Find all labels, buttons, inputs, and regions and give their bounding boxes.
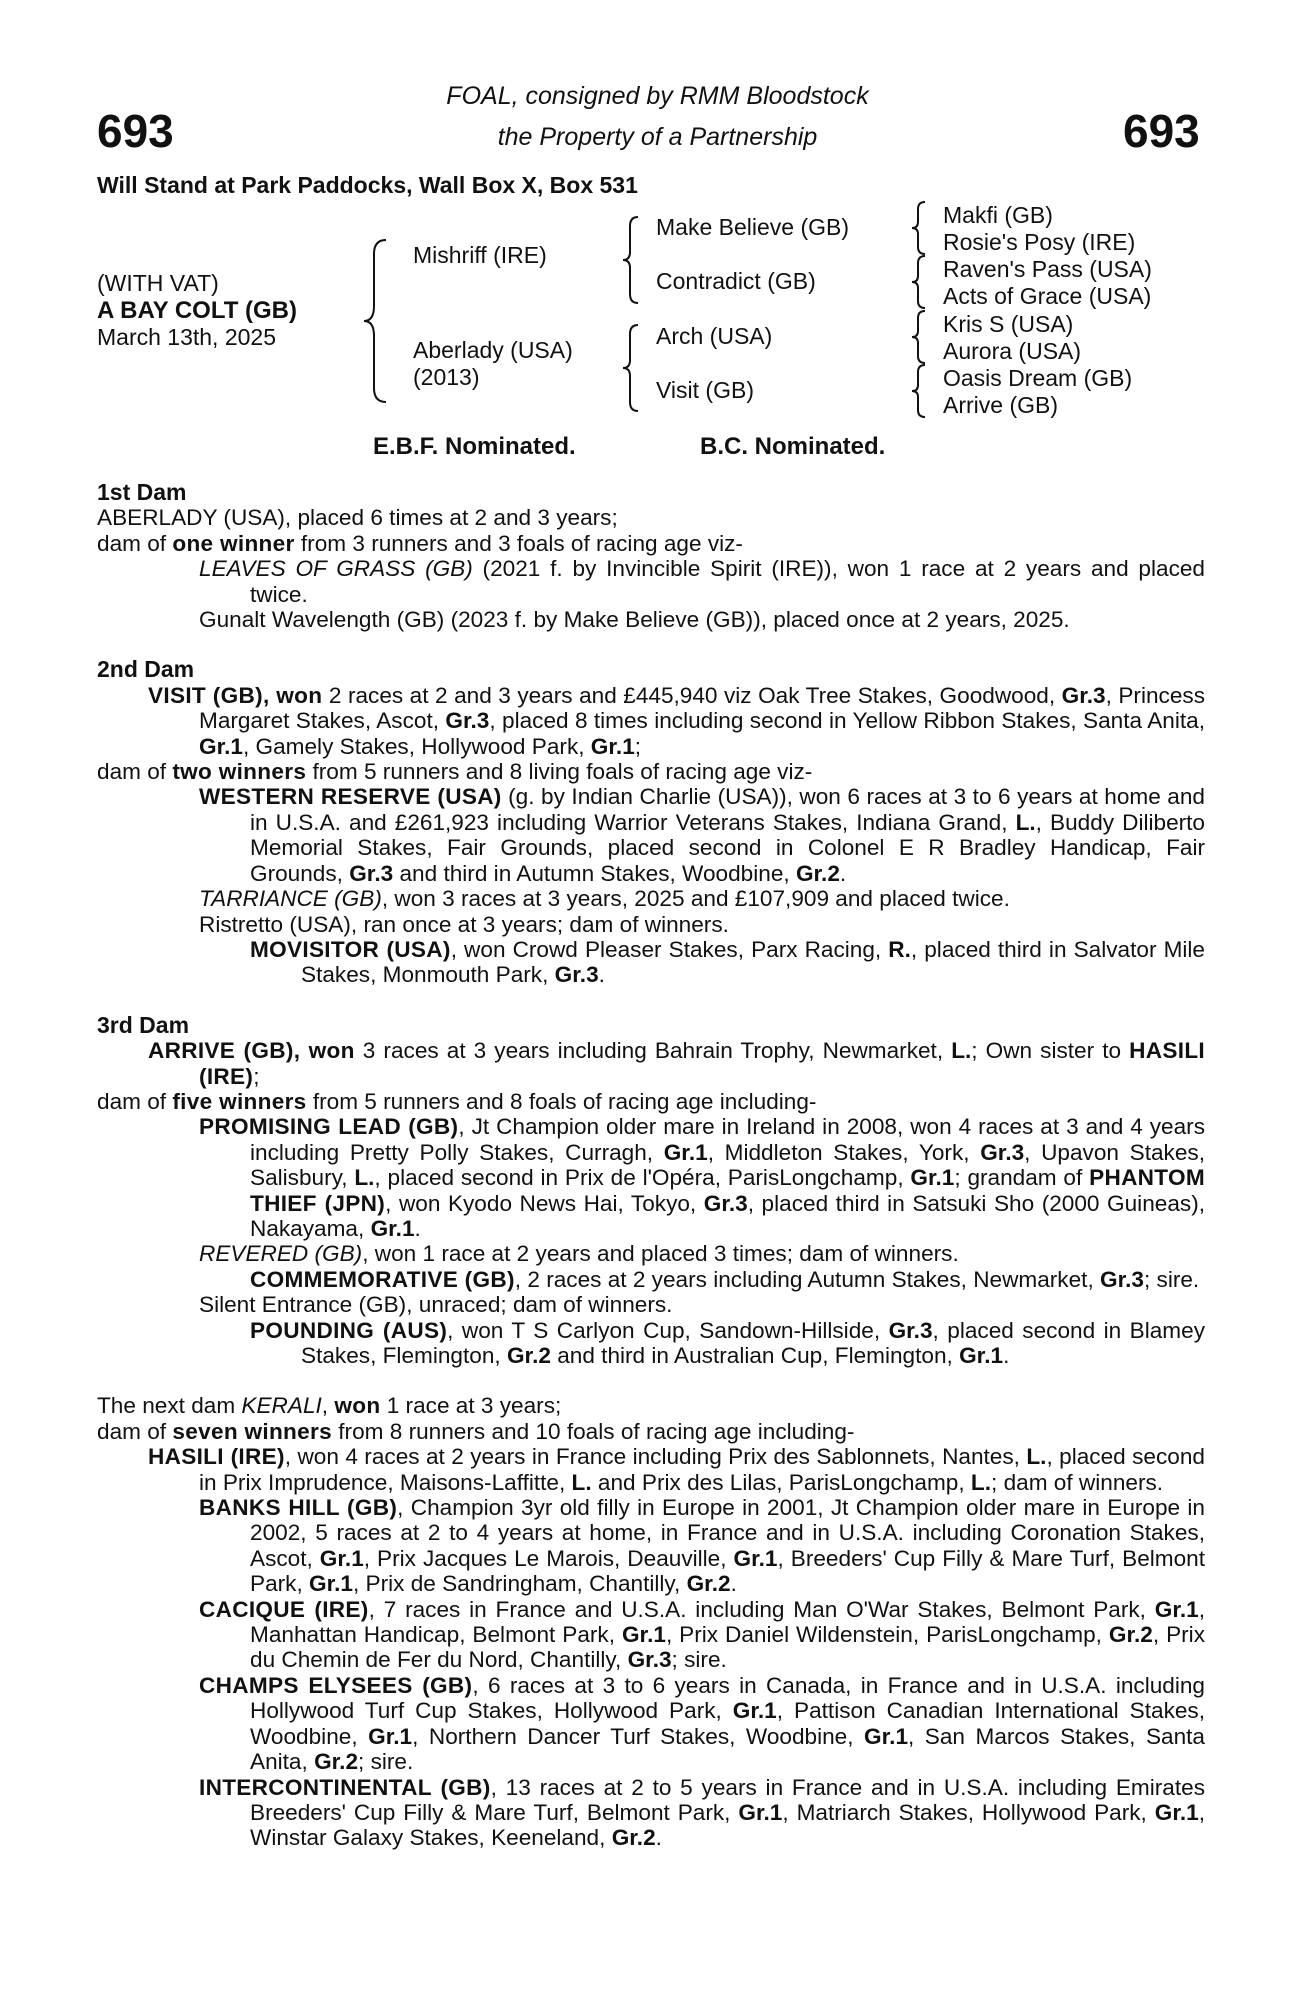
second-dam-visit: VISIT (GB), won 2 races at 2 and 3 years and £445,940 viz Oak Tree Stakes, Goodwood, Gr.3, Princess Margaret Stakes, Ascot, Gr.3, placed 8 times including second in Yellow Ribbon Stakes, Santa Anita, Gr.1, Gamely Stakes, Hollywood Park, Gr.1;: [148, 682, 1205, 759]
grandsire-arch: Arch (USA): [656, 323, 773, 349]
produce-hasili: HASILI (IRE), won 4 races at 2 years in France including Prix des Sablonnets, Nantes, L., placed second in Prix Imprudence, Maisons-Laffitte, L. and Prix des Lilas, ParisLongchamp, L.; dam of winners.: [148, 1444, 1205, 1495]
produce-banks-hill: BANKS HILL (GB), Champion 3yr old filly in Europe in 2001, Jt Champion older mare in Europe in 2002, 5 races at 2 to 4 years at home, in France and in U.S.A. including Coronation Stakes, Ascot, Gr.1, Prix Jacques Le Marois, Deauville, Gr.1, Breeders' Cup Filly & Mare Turf, Belmont Park, Gr.1, Prix de Sandringham, Chantilly, Gr.2.: [199, 1495, 1206, 1597]
brace-kris-s: [909, 309, 929, 365]
foaling-date: March 13th, 2025: [97, 324, 277, 350]
ggs-oasis-dream: Oasis Dream (GB): [943, 365, 1133, 391]
produce-cacique: CACIQUE (IRE), 7 races in France and U.S.A. including Man O'War Stakes, Belmont Park, Gr.1, Manhattan Handicap, Belmont Park, Gr.1, Prix Daniel Wildenstein, ParisLongchamp, Gr.2, Prix du Chemin de Fer du Nord, Chantilly, Gr.3; sire.: [199, 1596, 1206, 1673]
produce-commemorative: COMMEMORATIVE (GB), 2 races at 2 years including Autumn Stakes, Newmarket, Gr.3; sire.: [250, 1266, 1200, 1292]
ebf-nominated: E.B.F. Nominated.: [373, 433, 576, 460]
catalogue-body: [97, 480, 1205, 1851]
ggs-acts-of-grace: Acts of Grace (USA): [943, 283, 1152, 309]
ggs-makfi: Makfi (GB): [943, 202, 1053, 228]
brace-oasis-dream: [909, 363, 929, 419]
brace-ravens-pass: [909, 254, 929, 310]
produce-revered: REVERED (GB), won 1 race at 2 years and placed 3 times; dam of winners.: [199, 1241, 959, 1267]
produce-promising-lead: PROMISING LEAD (GB), Jt Champion older mare in Ireland in 2008, won 4 races at 3 and 4 years including Pretty Polly Stakes, Curragh, Gr.1, Middleton Stakes, York, Gr.3, Upavon Stakes, Salisbury, L., placed second in Prix de l'Opéra, ParisLongchamp, Gr.1; grandam of PHANTOM THIEF (JPN), won Kyodo News Hai, Tokyo, Gr.3, placed third in Satsuki Sho (2000 Guineas), Nakayama, Gr.1.: [199, 1114, 1206, 1241]
produce-gunalt-wavelength: Gunalt Wavelength (GB) (2023 f. by Make Believe (GB)), placed once at 2 years, 2025.: [199, 607, 1070, 633]
ggs-kris-s: Kris S (USA): [943, 311, 1074, 337]
produce-ristretto: Ristretto (USA), ran once at 3 years; dam of winners.: [199, 911, 729, 937]
pedigree-brace-main: [360, 236, 390, 406]
next-dam-intro: The next dam KERALI, won 1 race at 3 years;: [97, 1393, 562, 1419]
brace-makfi: [909, 200, 929, 256]
third-dam-arrive: ARRIVE (GB), won 3 races at 3 years including Bahrain Trophy, Newmarket, L.; Own sister to HASILI (IRE);: [148, 1038, 1205, 1089]
property-line: the Property of a Partnership: [497, 123, 818, 151]
second-dam-produce-summary: dam of two winners from 5 runners and 8 living foals of racing age viz-: [97, 759, 813, 785]
produce-tarriance: TARRIANCE (GB), won 3 races at 3 years, 2025 and £107,909 and placed twice.: [199, 886, 1010, 912]
first-dam-produce-summary: dam of one winner from 3 runners and 3 foals of racing age viz-: [97, 530, 743, 556]
ggs-aurora: Aurora (USA): [943, 338, 1082, 364]
second-dam-heading: 2nd Dam: [97, 656, 195, 683]
bc-nominated: B.C. Nominated.: [700, 433, 886, 460]
first-dam-intro: ABERLADY (USA), placed 6 times at 2 and 3 years;: [97, 505, 618, 531]
produce-western-reserve: WESTERN RESERVE (USA) (g. by Indian Charlie (USA)), won 6 races at 3 to 6 years at home and in U.S.A. and £261,923 including Warrior Veterans Stakes, Indiana Grand, L., Buddy Diliberto Memorial Stakes, Fair Grounds, placed second in Colonel E R Bradley Handicap, Fair Grounds, Gr.3 and third in Autumn Stakes, Woodbine, Gr.2.: [199, 784, 1205, 886]
produce-intercontinental: INTERCONTINENTAL (GB), 13 races at 2 to 5 years in France and in U.S.A. including Emirates Breeders' Cup Filly & Mare Turf, Belmont Park, Gr.1, Matriarch Stakes, Hollywood Park, Gr.1, Winstar Galaxy Stakes, Keeneland, Gr.2.: [199, 1774, 1205, 1851]
lot-number-right: 693: [1123, 105, 1200, 157]
next-dam-produce-summary: dam of seven winners from 8 runners and 10 foals of racing age including-: [97, 1418, 855, 1444]
first-dam-heading: 1st Dam: [97, 479, 187, 505]
produce-leaves-of-grass: LEAVES OF GRASS (GB) (2021 f. by Invincible Spirit (IRE)), won 1 race at 2 years and placed twice.: [199, 556, 1205, 607]
sire-name: Mishriff (IRE): [413, 242, 547, 268]
granddam-contradict: Contradict (GB): [656, 268, 816, 294]
colt-name: A BAY COLT (GB): [97, 297, 298, 324]
granddam-visit: Visit (GB): [656, 377, 754, 403]
grandsire-make-believe: Make Believe (GB): [656, 214, 850, 240]
ggs-arrive: Arrive (GB): [943, 392, 1058, 418]
lot-number-left: 693: [97, 105, 174, 157]
pedigree-brace-sire: [620, 214, 642, 306]
third-dam-heading: 3rd Dam: [97, 1011, 190, 1038]
pedigree-brace-dam: [620, 322, 642, 414]
consignor-line: FOAL, consigned by RMM Bloodstock: [446, 82, 869, 110]
ggs-ravens-pass: Raven's Pass (USA): [943, 256, 1152, 282]
produce-movisitor: MOVISITOR (USA), won Crowd Pleaser Stakes, Parx Racing, R., placed third in Salvator Mile Stakes, Monmouth Park, Gr.3.: [250, 936, 1205, 988]
dam-year: (2013): [413, 364, 480, 390]
produce-pounding: POUNDING (AUS), won T S Carlyon Cup, Sandown-Hillside, Gr.3, placed second in Blamey Stakes, Flemington, Gr.2 and third in Australian Cup, Flemington, Gr.1.: [250, 1317, 1205, 1368]
dam-name: Aberlady (USA): [413, 337, 573, 363]
produce-champs-elysees: CHAMPS ELYSEES (GB), 6 races at 3 to 6 years in Canada, in France and in U.S.A. including Hollywood Turf Cup Stakes, Hollywood Park, Gr.1, Pattison Canadian International Stakes, Woodbine, Gr.1, Northern Dancer Turf Stakes, Woodbine, Gr.1, San Marcos Stakes, Santa Anita, Gr.2; sire.: [199, 1672, 1206, 1775]
third-dam-produce-summary: dam of five winners from 5 runners and 8 foals of racing age including-: [97, 1088, 817, 1114]
ggs-rosies-posy: Rosie's Posy (IRE): [943, 229, 1136, 255]
produce-silent-entrance: Silent Entrance (GB), unraced; dam of winners.: [199, 1292, 673, 1318]
vat-note: (WITH VAT): [97, 270, 219, 296]
stand-location: Will Stand at Park Paddocks, Wall Box X, Box 531: [97, 172, 638, 198]
